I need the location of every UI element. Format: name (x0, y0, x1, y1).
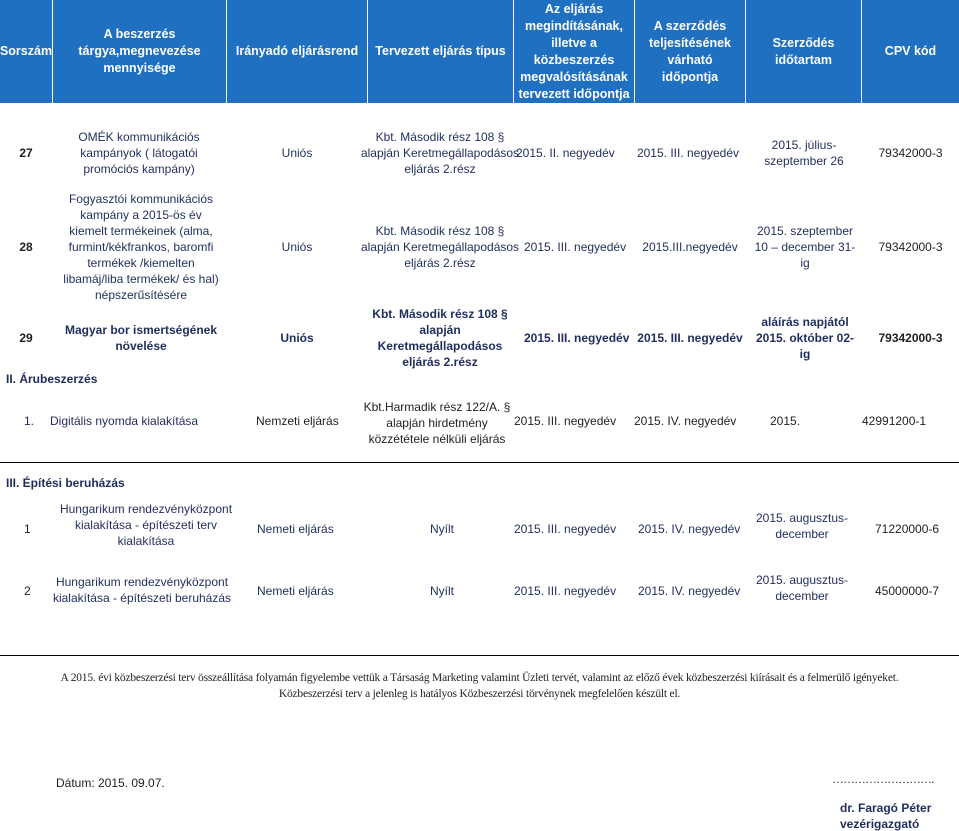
row27-regime: Uniós (281, 146, 313, 160)
row27-num: 27 (19, 146, 33, 160)
divider (0, 462, 959, 463)
row29-type: Kbt. Második rész 108 § alapján Keretmegállapodásos eljárás 2.rész (372, 307, 508, 369)
s3r2-type: Nyílt (430, 584, 454, 598)
s2r1-subject: Digitális nyomda kialakítása (50, 414, 199, 428)
row29-num: 29 (19, 331, 33, 345)
s3r2-cpv: 45000000-7 (875, 584, 940, 598)
s3r2-num: 2 (24, 584, 31, 598)
row28-completion: 2015.III.negyedév (642, 240, 738, 254)
header-regime: Irányadó eljárásrend (235, 44, 359, 58)
s2r1-num: 1. (24, 414, 35, 428)
s3r1-start: 2015. III. negyedév (514, 522, 617, 536)
row29-subject: Magyar bor ismertségének növelése (64, 323, 218, 353)
row29-regime: Uniós (280, 331, 314, 345)
row29-duration: aláírás napjától 2015. október 02-ig (755, 315, 855, 361)
row27-start: 2015. II. negyedév (516, 146, 615, 160)
header-start: Az eljárás megindításának, illetve a közbeszerzés megvalósításának tervezett időpontja (518, 1, 630, 101)
s3r1-type: Nyílt (430, 522, 454, 536)
s3r1-duration: 2015. augusztus-december (755, 511, 849, 541)
note-text (0, 670, 959, 702)
row27-subject: OMÉK kommunikációs kampányok ( látogatói promóciós kampány) (78, 130, 200, 176)
row27-type: Kbt. Második rész 108 § alapján Keretmegállapodásos eljárás 2.rész (360, 130, 520, 176)
header-subject: A beszerzés tárgya,megnevezése mennyisége (78, 27, 201, 75)
row29-cpv: 79342000-3 (878, 331, 943, 345)
s2r1-duration: 2015. (770, 414, 801, 428)
s3r2-completion: 2015. IV. negyedév (638, 584, 741, 598)
row28-regime: Uniós (281, 240, 313, 254)
header-duration: Szerződés időtartam (772, 35, 835, 67)
row28-cpv: 79342000-3 (878, 240, 943, 254)
signer-role: vezérigazgató (840, 817, 920, 831)
header-sorszam: Sorszám (0, 44, 53, 58)
s2r1-completion: 2015. IV. negyedév (634, 414, 737, 428)
s3r2-start: 2015. III. negyedév (514, 584, 617, 598)
row28-subject: Fogyasztói kommunikációs kampány a 2015-ös év kiemelt termékeinek (alma, furmint/kékfrankos, baromfi termékek /kiemelten libamáj/liba termékek/ és hal) népszerűsítésére (63, 192, 219, 302)
section3-title: III. Építési beruházás (6, 476, 125, 490)
s2r1-type: Kbt.Harmadik rész 122/A. § alapján hirdetmény közzététele nélküli eljárás (363, 400, 511, 446)
header-type: Tervezett eljárás típus (375, 44, 506, 58)
section2-title: II. Árubeszerzés (6, 372, 98, 386)
s2r1-start: 2015. III. negyedév (514, 414, 617, 428)
s3r1-regime: Nemeti eljárás (257, 522, 334, 536)
row28-start: 2015. III. negyedév (524, 240, 627, 254)
s3r1-completion: 2015. IV. negyedév (638, 522, 741, 536)
row28-num: 28 (19, 240, 33, 254)
s3r2-duration: 2015. augusztus-december (755, 573, 849, 603)
s3r1-subject: Hungarikum rendezvényközpont kialakítása - építészeti terv kialakítása (59, 502, 233, 548)
s3r2-subject: Hungarikum rendezvényközpont kialakítása - építészeti beruházás (52, 575, 232, 605)
header-completion: A szerződés teljesítésének várható időpontja (649, 18, 731, 84)
signer-name: dr. Faragó Péter (840, 801, 932, 815)
row27-cpv: 79342000-3 (878, 146, 943, 160)
s2r1-regime: Nemzeti eljárás (256, 414, 339, 428)
row29-completion: 2015. III. negyedév (637, 331, 743, 345)
s2r1-cpv: 42991200-1 (862, 414, 927, 428)
divider (0, 655, 959, 656)
s3r1-num: 1 (24, 522, 31, 536)
note-line-1: A 2015. évi közbeszerzési terv összeállítása folyamán figyelembe vettük a Társaság Marketing valamint Üzleti tervét, valamint az előző évek közbeszerzési kiírásait és a felmerülő igényeket. (60, 672, 899, 684)
date-label: Dátum: 2015. 09.07. (56, 776, 165, 790)
s3r1-cpv: 71220000-6 (875, 522, 940, 536)
row28-type: Kbt. Második rész 108 § alapján Keretmegállapodásos eljárás 2.rész (360, 224, 520, 270)
header-cpv: CPV kód (884, 44, 937, 58)
note-line-2: Közbeszerzési terv a jelenleg is hatályos Közbeszerzési törvénynek megfelelően készült el. (278, 688, 681, 700)
s3r2-regime: Nemeti eljárás (257, 584, 334, 598)
row27-completion: 2015. III. negyedév (636, 146, 740, 160)
row28-duration: 2015. szeptember 10 – december 31-ig (754, 224, 856, 270)
signature-line: ………………………. (832, 772, 934, 786)
row27-duration: 2015. július-szeptember 26 (764, 138, 844, 168)
row29-start: 2015. III. negyedév (524, 331, 630, 345)
